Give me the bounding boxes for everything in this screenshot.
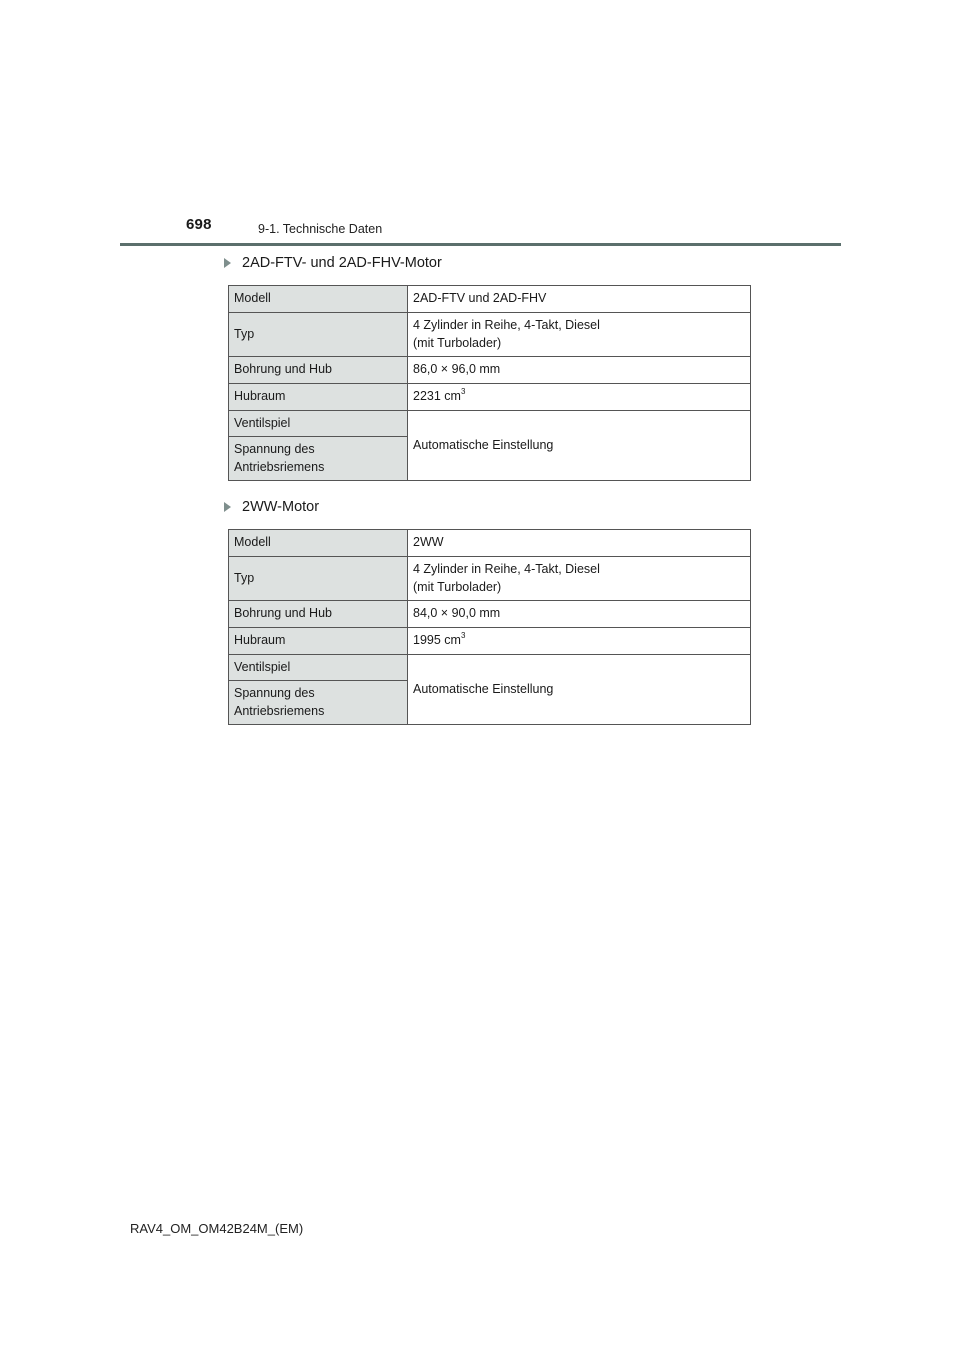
document-code: RAV4_OM_OM42B24M_(EM) bbox=[130, 1221, 304, 1236]
row-label: Hubraum bbox=[229, 628, 408, 655]
table-row bbox=[229, 357, 751, 384]
row-label: Typ bbox=[229, 313, 408, 357]
row-label: Typ bbox=[229, 557, 408, 601]
header-divider bbox=[120, 243, 841, 246]
value-line: (mit Turbolader) bbox=[413, 579, 502, 594]
section-heading-label: 2WW-Motor bbox=[242, 499, 320, 515]
row-label: Bohrung und Hub bbox=[229, 601, 408, 628]
row-label: Hubraum bbox=[229, 384, 408, 411]
value-line: 4 Zylinder in Reihe, 4-Takt, Diesel bbox=[413, 318, 600, 332]
table-row bbox=[229, 384, 751, 411]
table-row bbox=[229, 628, 751, 655]
label-line: Spannung des bbox=[234, 442, 315, 456]
row-label: Ventilspiel bbox=[229, 411, 408, 437]
label-line: Antriebsriemens bbox=[234, 703, 325, 718]
value-line: 4 Zylinder in Reihe, 4-Takt, Diesel bbox=[413, 562, 600, 576]
table-row bbox=[229, 655, 751, 681]
row-label: Modell bbox=[229, 530, 408, 557]
row-label: Ventilspiel bbox=[229, 655, 408, 681]
spec-table-2ww bbox=[228, 529, 751, 725]
row-value: 2AD-FTV und 2AD-FHV bbox=[408, 286, 751, 313]
section-heading-label: 2AD-FTV- und 2AD-FHV-Motor bbox=[242, 255, 442, 271]
table-row bbox=[229, 313, 751, 357]
row-label bbox=[229, 437, 408, 481]
table-row bbox=[229, 286, 751, 313]
row-value-shared: Automatische Einstellung bbox=[408, 655, 751, 725]
table-row bbox=[229, 411, 751, 437]
hubraum-value: 1995 cm bbox=[413, 633, 461, 648]
value-line: (mit Turbolader) bbox=[413, 335, 502, 350]
row-value bbox=[408, 557, 751, 601]
row-value: 84,0 × 90,0 mm bbox=[408, 601, 751, 628]
row-label bbox=[229, 681, 408, 725]
row-value bbox=[408, 628, 751, 655]
unit-superscript: 3 bbox=[460, 387, 466, 397]
label-line: Spannung des bbox=[234, 686, 315, 700]
table-row bbox=[229, 601, 751, 628]
triangle-bullet-icon bbox=[224, 502, 231, 512]
row-value: 2WW bbox=[408, 530, 751, 557]
hubraum-value: 2231 cm bbox=[413, 389, 461, 404]
section-heading-2ww bbox=[224, 499, 319, 515]
chapter-title: 9-1. Technische Daten bbox=[258, 222, 383, 236]
row-value: 86,0 × 96,0 mm bbox=[408, 357, 751, 384]
row-value bbox=[408, 384, 751, 411]
triangle-bullet-icon bbox=[224, 258, 231, 268]
unit-superscript: 3 bbox=[460, 631, 466, 641]
row-value-shared: Automatische Einstellung bbox=[408, 411, 751, 481]
spec-table-2ad bbox=[228, 285, 751, 481]
row-value bbox=[408, 313, 751, 357]
row-label: Modell bbox=[229, 286, 408, 313]
label-line: Antriebsriemens bbox=[234, 459, 325, 474]
table-row bbox=[229, 530, 751, 557]
table-row bbox=[229, 557, 751, 601]
section-heading-2ad bbox=[224, 255, 442, 271]
page-number: 698 bbox=[186, 216, 212, 233]
row-label: Bohrung und Hub bbox=[229, 357, 408, 384]
